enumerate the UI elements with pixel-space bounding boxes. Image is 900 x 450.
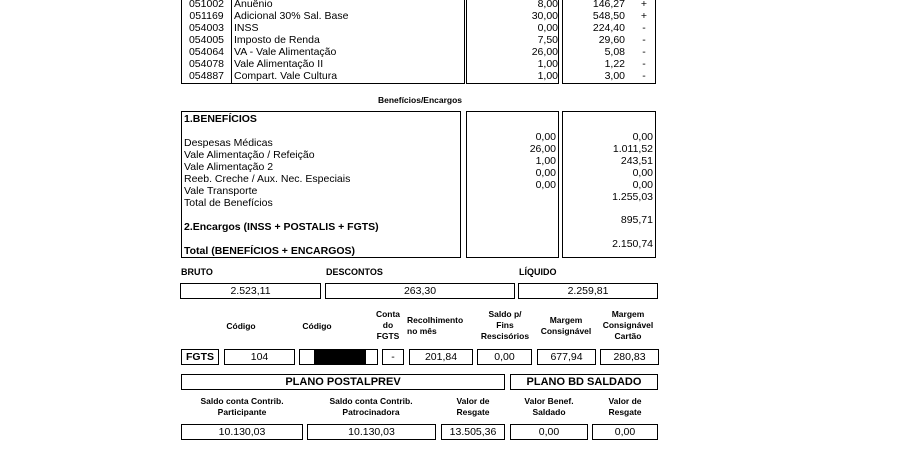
plano-header-resgate-bd-line-1: Valor de (608, 396, 642, 406)
fgts-margem-value: 677,94 (550, 351, 583, 363)
fgts-label: FGTS (186, 351, 214, 363)
plano-header-patrocinadora (307, 396, 435, 418)
payroll-value: 5,08 (604, 46, 625, 58)
fgts-header-codigo-1: Código (226, 321, 256, 331)
fgts-header-saldo-line-1: Saldo p/ (488, 309, 522, 319)
fgts-saldo-value: 0,00 (494, 351, 515, 363)
payroll-qty: 1,00 (537, 70, 558, 82)
plano-header-participante-line-2: Participante (217, 407, 267, 417)
payroll-desc: Vale Alimentação II (234, 58, 324, 70)
payroll-code: 054064 (188, 46, 225, 58)
grand-total-label: Total (BENEFÍCIOS + ENCARGOS) (184, 245, 356, 257)
fgts-header-recolhimento-line-2: no mês (407, 326, 437, 336)
payroll-value: 146,27 (592, 0, 625, 10)
payroll-sign: - (642, 22, 646, 34)
beneficio-label: Vale Transporte (184, 185, 258, 197)
payroll-code: 054078 (188, 58, 225, 70)
encargos-label: 2.Encargos (INSS + POSTALIS + FGTS) (184, 221, 379, 233)
plano-header-resgate-bd-line-2: Resgate (608, 407, 642, 417)
bd-saldado-title: PLANO BD SALDADO (526, 376, 642, 388)
payroll-desc: Imposto de Renda (234, 34, 320, 46)
fgts-header-conta-line-2: do (382, 320, 394, 330)
payroll-code: 051169 (189, 10, 224, 22)
descontos-value: 263,30 (403, 285, 437, 297)
payroll-sign: + (640, 0, 648, 10)
beneficio-value: 243,51 (620, 155, 653, 167)
payroll-sign: - (642, 70, 646, 82)
fgts-header-saldo-line-3: Rescisórios (480, 331, 530, 341)
beneficio-qty: 26,00 (529, 143, 556, 155)
payroll-code: 054887 (188, 70, 225, 82)
beneficios-section-title: 1.BENEFÍCIOS (184, 113, 257, 125)
payroll-desc: VA - Vale Alimentação (234, 46, 337, 58)
payroll-value: 548,50 (592, 10, 625, 22)
benef-saldado-value: 0,00 (538, 426, 560, 438)
fgts-header-margem (536, 315, 596, 337)
encargos-value: 895,71 (620, 214, 653, 226)
payroll-value: 224,40 (592, 22, 625, 34)
fgts-header-saldo (474, 309, 536, 342)
resgate-bd-value: 0,00 (614, 426, 636, 438)
payroll-qty: 1,00 (537, 58, 558, 70)
payroll-desc: INSS (234, 22, 259, 34)
plano-header-resgate-line-1: Valor de (456, 396, 490, 406)
beneficio-qty: 1,00 (535, 155, 556, 167)
liquido-label: LÍQUIDO (519, 267, 557, 277)
total-beneficios-label: Total de Benefícios (184, 197, 273, 209)
payroll-value: 3,00 (604, 70, 625, 82)
payroll-value: 29,60 (598, 34, 625, 46)
payroll-qty: 7,50 (537, 34, 558, 46)
beneficio-label: Despesas Médicas (184, 137, 273, 149)
beneficio-value: 0,00 (632, 179, 653, 191)
liquido-value: 2.259,81 (567, 285, 609, 297)
payroll-qty: 30,00 (531, 10, 558, 22)
beneficio-qty: 0,00 (535, 167, 556, 179)
fgts-conta-value: - (391, 351, 395, 363)
redacted-codigo (314, 349, 366, 364)
payroll-qty: 0,00 (537, 22, 558, 34)
payroll-value: 1,22 (604, 58, 625, 70)
plano-header-benef (510, 396, 588, 418)
payroll-sign: + (640, 10, 648, 22)
fgts-recolhimento-value: 201,84 (424, 351, 458, 363)
payroll-qty: 26,00 (531, 46, 558, 58)
payroll-code: 054003 (188, 22, 225, 34)
payroll-qty: 8,00 (537, 0, 558, 10)
beneficio-label: Reeb. Creche / Aux. Nec. Especiais (184, 173, 351, 185)
bruto-value: 2.523,11 (230, 285, 271, 297)
fgts-header-conta (368, 309, 408, 342)
plano-header-participante (181, 396, 303, 418)
payroll-desc: Adicional 30% Sal. Base (234, 10, 349, 22)
patrocinadora-value: 10.130,03 (348, 426, 395, 438)
descontos-label: DESCONTOS (326, 267, 383, 277)
payroll-desc: Compart. Vale Cultura (234, 70, 338, 82)
fgts-header-recolhimento-line-1: Recolhimento (407, 315, 464, 325)
beneficios-title: Benefícios/Encargos (377, 95, 463, 105)
beneficio-qty: 0,00 (535, 131, 556, 143)
beneficio-label: Vale Alimentação / Refeição (184, 149, 315, 161)
plano-header-patrocinadora-line-1: Saldo conta Contrib. (329, 396, 413, 406)
fgts-header-conta-line-3: FGTS (376, 331, 400, 341)
plano-header-benef-line-2: Saldado (532, 407, 566, 417)
plano-header-patrocinadora-line-2: Patrocinadora (342, 407, 400, 417)
total-beneficios-value: 1.255,03 (612, 191, 653, 203)
grand-total-value: 2.150,74 (612, 238, 653, 250)
fgts-header-margem-line-1: Margem (549, 315, 583, 325)
plano-header-benef-line-1: Valor Benef. (524, 396, 574, 406)
beneficio-qty: 0,00 (535, 179, 556, 191)
fgts-header-margem-cartao-line-1: Margem (611, 309, 645, 319)
fgts-header-margem-cartao-line-3: Cartão (614, 331, 642, 341)
fgts-header-recolhimento (407, 315, 473, 337)
postalprev-title: PLANO POSTALPREV (285, 376, 401, 388)
fgts-header-codigo-2: Código (302, 321, 332, 331)
plano-header-resgate (441, 396, 505, 418)
bruto-label: BRUTO (181, 267, 213, 277)
resgate-value: 13.505,36 (449, 426, 497, 438)
payroll-sign: - (642, 34, 646, 46)
payroll-sign: - (642, 58, 646, 70)
fgts-header-margem-line-2: Consignável (540, 326, 592, 336)
beneficio-label: Vale Alimentação 2 (184, 161, 274, 173)
payroll-sign: - (642, 46, 646, 58)
beneficio-value: 0,00 (632, 131, 653, 143)
fgts-header-margem-cartao (596, 309, 660, 342)
payroll-code: 051002 (188, 0, 225, 10)
fgts-header-saldo-line-2: Fins (496, 320, 514, 330)
participante-value: 10.130,03 (218, 426, 266, 438)
beneficio-value: 0,00 (632, 167, 653, 179)
plano-header-participante-line-1: Saldo conta Contrib. (200, 396, 284, 406)
fgts-header-margem-cartao-line-2: Consignável (602, 320, 654, 330)
fgts-margem-cartao-value: 280,83 (613, 351, 646, 363)
beneficio-value: 1.011,52 (612, 143, 653, 155)
payroll-code: 054005 (188, 34, 225, 46)
plano-header-resgate-bd (592, 396, 658, 418)
fgts-header-conta-line-1: Conta (375, 309, 401, 319)
fgts-codigo-value: 104 (250, 351, 269, 363)
plano-header-resgate-line-2: Resgate (456, 407, 490, 417)
payroll-desc: Anuênio (234, 0, 273, 10)
